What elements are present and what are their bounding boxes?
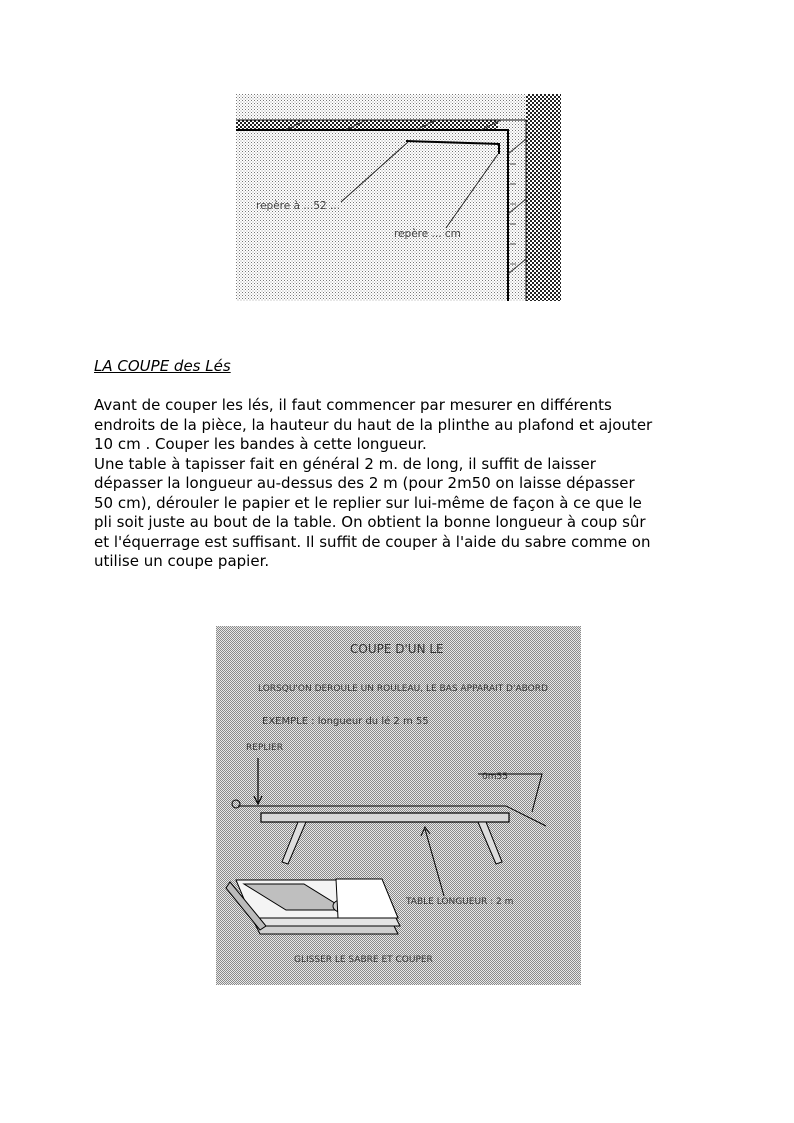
label-table-length: TABLE LONGUEUR : 2 m bbox=[406, 897, 514, 907]
label-sabre: GLISSER LE SABRE ET COUPER bbox=[294, 955, 433, 965]
text-line: 10 cm . Couper les bandes à cette longueur. bbox=[94, 435, 427, 453]
wall-corner-diagram bbox=[236, 94, 561, 301]
label-mark-right: repère ... cm bbox=[394, 228, 461, 240]
text-line: Une table à tapisser fait en général 2 m. de long, il suffit de laisser bbox=[94, 454, 596, 473]
diagram-line2: EXEMPLE : longueur du lé 2 m 55 bbox=[262, 716, 429, 727]
text-line: endroits de la pièce, la hauteur du haut de la plinthe au plafond et ajouter bbox=[94, 415, 653, 434]
section-heading: LA COUPE des Lés bbox=[94, 357, 231, 375]
text-line: 50 cm), dérouler le papier et le replier sur lui-même de façon à ce que le bbox=[94, 493, 642, 512]
body-text bbox=[94, 396, 714, 572]
label-replier: REPLIER bbox=[246, 743, 283, 753]
text-line: utilise un coupe papier. bbox=[94, 552, 270, 570]
diagram-line1: LORSQU'ON DEROULE UN ROULEAU, LE BAS APPARAIT D'ABORD bbox=[258, 684, 548, 694]
text-line: Avant de couper les lés, il faut commencer par mesurer en différents bbox=[94, 396, 612, 414]
cutting-diagram bbox=[216, 626, 581, 985]
text-line: pli soit juste au bout de la table. On obtient la bonne longueur à coup sûr bbox=[94, 513, 646, 531]
label-mark-left: repère à ...52 ... bbox=[256, 200, 341, 212]
text-line: dépasser la longueur au-dessus des 2 m (pour 2m50 on laisse dépasser bbox=[94, 474, 635, 492]
text-line: et l'équerrage est suffisant. Il suffit de couper à l'aide du sabre comme on bbox=[94, 532, 651, 551]
diagram-title: COUPE D'UN LE bbox=[350, 642, 444, 656]
label-0m55: 0m55 bbox=[482, 772, 508, 782]
